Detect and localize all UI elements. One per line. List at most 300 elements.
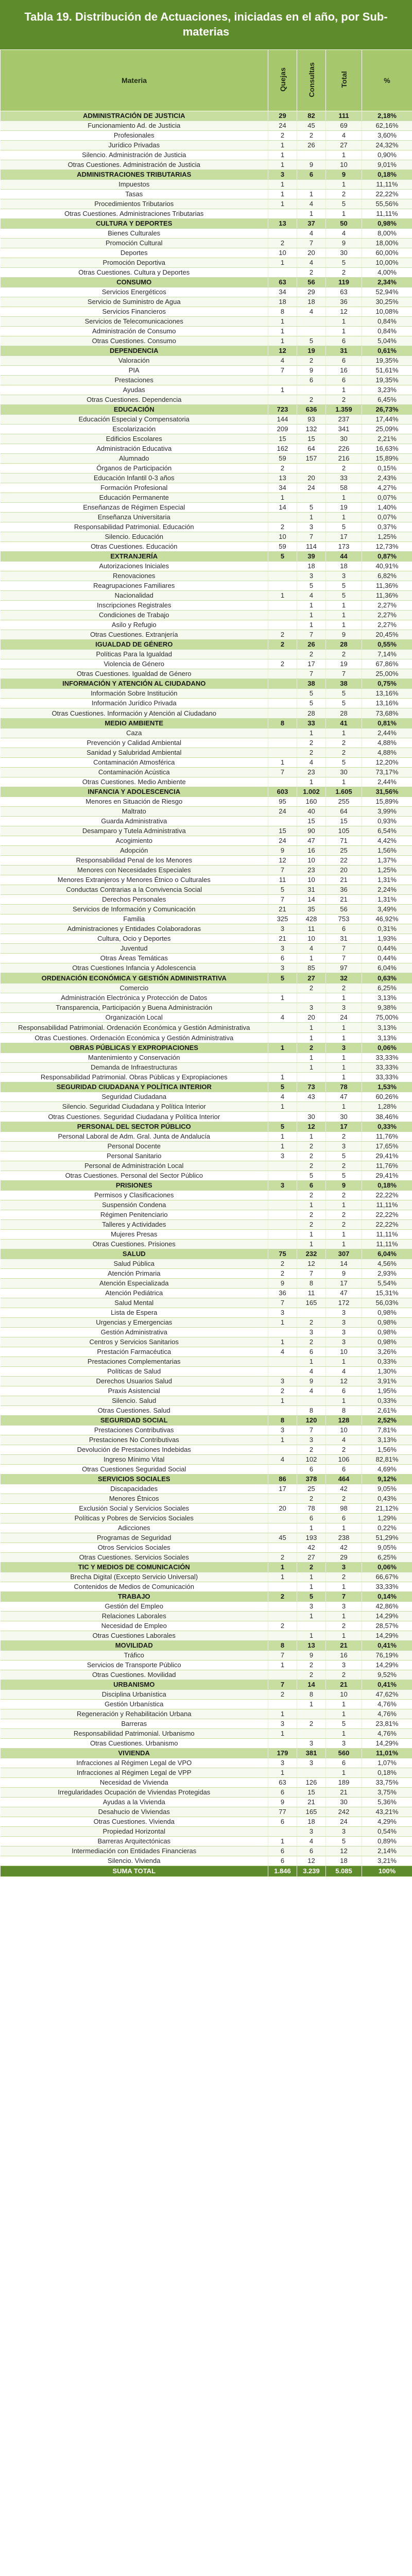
row-materia: Inscripciones Registrales (1, 601, 268, 611)
row-materia: Exclusión Social y Servicios Sociales (1, 1504, 268, 1514)
table-row (1, 1200, 412, 1210)
row-percent: 11,11% (362, 1230, 412, 1240)
row-quejas (268, 1827, 297, 1837)
row-consultas: 1 (297, 601, 326, 611)
row-materia: Gestión Urbanística (1, 1700, 268, 1709)
row-percent: 42,86% (362, 1602, 412, 1612)
row-consultas: 378 (297, 1475, 326, 1484)
row-consultas: 18 (297, 1817, 326, 1827)
row-total: 106 (326, 1455, 362, 1465)
row-percent: 2,61% (362, 1406, 412, 1416)
table-row (1, 1308, 412, 1318)
table-row (1, 924, 412, 934)
table-row (1, 307, 412, 317)
row-quejas: 15 (268, 826, 297, 836)
row-percent: 47,62% (362, 1690, 412, 1700)
table-row (1, 287, 412, 297)
row-total: 2 (326, 1220, 362, 1230)
table-row (1, 248, 412, 258)
table-row (1, 542, 412, 552)
row-materia: Menores en Situación de Riesgo (1, 797, 268, 807)
table-row (1, 826, 412, 836)
row-quejas (268, 1033, 297, 1043)
row-materia: Maltrato (1, 807, 268, 817)
row-quejas (268, 984, 297, 993)
row-percent: 18,00% (362, 239, 412, 248)
row-consultas: 9 (297, 160, 326, 170)
header-consultas: Consultas (297, 50, 326, 111)
row-materia: Ayudas (1, 385, 268, 395)
table-row (1, 1230, 412, 1240)
row-materia: Disciplina Urbanística (1, 1690, 268, 1700)
row-materia: Deportes (1, 248, 268, 258)
row-materia: Salud Mental (1, 1298, 268, 1308)
row-materia: Regeneración y Rehabilitación Urbana (1, 1709, 268, 1719)
table-row (1, 258, 412, 268)
row-consultas (297, 180, 326, 190)
row-total: 1 (326, 777, 362, 787)
row-materia: SALUD (1, 1249, 268, 1259)
row-total: 1 (326, 1729, 362, 1739)
row-quejas: 3 (268, 170, 297, 180)
row-total: 3 (326, 1337, 362, 1347)
row-quejas: 13 (268, 473, 297, 483)
row-consultas: 4 (297, 199, 326, 209)
table-footer (1, 1866, 412, 1877)
row-materia: Servicios Financieros (1, 307, 268, 317)
row-materia: Información Sobre Institución (1, 689, 268, 699)
row-percent: 0,22% (362, 1523, 412, 1533)
row-total: 6 (326, 924, 362, 934)
row-total: 1.605 (326, 787, 362, 797)
category-row (1, 719, 412, 728)
row-quejas: 1 (268, 1572, 297, 1582)
row-consultas: 428 (297, 914, 326, 924)
row-quejas: 9 (268, 1798, 297, 1807)
row-materia: Silencio. Seguridad Ciudadana y Política Interior (1, 1102, 268, 1112)
row-percent: 1,29% (362, 1514, 412, 1523)
row-total: 3 (326, 1003, 362, 1013)
row-consultas: 2 (297, 268, 326, 278)
row-percent: 51,29% (362, 1533, 412, 1543)
row-percent: 0,06% (362, 1563, 412, 1572)
row-materia: Reagrupaciones Familiares (1, 581, 268, 591)
row-consultas: 1 (297, 513, 326, 522)
table-row (1, 669, 412, 679)
row-materia: Brecha Digital (Excepto Servicio Universal) (1, 1572, 268, 1582)
table-row (1, 1289, 412, 1298)
row-quejas: 7 (268, 768, 297, 777)
row-quejas (268, 669, 297, 679)
row-total: 3 (326, 1827, 362, 1837)
row-materia: Lista de Espera (1, 1308, 268, 1318)
row-percent: 13,16% (362, 689, 412, 699)
row-consultas: 4 (297, 591, 326, 601)
row-quejas: 5 (268, 552, 297, 562)
row-quejas: 1 (268, 1435, 297, 1445)
row-quejas: 6 (268, 1817, 297, 1827)
row-consultas: 6 (297, 170, 326, 180)
row-materia: Otros Servicios Sociales (1, 1543, 268, 1553)
row-consultas: 120 (297, 1416, 326, 1426)
row-total: 12 (326, 1377, 362, 1386)
row-total: 4 (326, 131, 362, 141)
row-materia: Responsabilidad Patrimonial. Urbanismo (1, 1729, 268, 1739)
table-row (1, 1709, 412, 1719)
row-percent: 33,33% (362, 1053, 412, 1063)
row-quejas: 77 (268, 1807, 297, 1817)
table-row (1, 1719, 412, 1729)
row-percent: 13,16% (362, 699, 412, 708)
row-percent: 12,73% (362, 542, 412, 552)
row-total: 255 (326, 797, 362, 807)
row-consultas: 7 (297, 1426, 326, 1435)
table-row (1, 1612, 412, 1621)
row-materia: Promoción Cultural (1, 239, 268, 248)
row-percent: 33,75% (362, 1778, 412, 1788)
row-percent: 2,27% (362, 611, 412, 620)
row-consultas: 2 (297, 1161, 326, 1171)
row-total: 71 (326, 836, 362, 846)
table-row (1, 1220, 412, 1230)
row-percent: 14,29% (362, 1739, 412, 1749)
row-total: 20 (326, 866, 362, 875)
row-materia: Silencio. Administración de Justicia (1, 150, 268, 160)
row-percent: 11,11% (362, 1200, 412, 1210)
table-row (1, 1445, 412, 1455)
row-total: 18 (326, 562, 362, 571)
table-row (1, 1171, 412, 1181)
table-row (1, 1102, 412, 1112)
row-percent: 40,91% (362, 562, 412, 571)
row-quejas: 95 (268, 797, 297, 807)
row-percent: 20,45% (362, 630, 412, 640)
row-total: 28 (326, 640, 362, 650)
row-quejas (268, 1670, 297, 1680)
row-materia: MOVILIDAD (1, 1641, 268, 1651)
row-materia: Enseñanzas de Régimen Especial (1, 503, 268, 513)
row-quejas: 2 (268, 640, 297, 650)
row-total: 6 (326, 1514, 362, 1523)
row-quejas (268, 689, 297, 699)
row-percent: 1,07% (362, 1758, 412, 1768)
row-consultas: 5 (297, 581, 326, 591)
category-row (1, 219, 412, 229)
row-consultas: 9 (297, 366, 326, 376)
row-consultas: 6 (297, 376, 326, 385)
table-row (1, 611, 412, 620)
row-quejas: 12 (268, 856, 297, 866)
row-quejas (268, 1053, 297, 1063)
table-row (1, 1758, 412, 1768)
table-row (1, 708, 412, 719)
row-total: 44 (326, 552, 362, 562)
row-percent: 22,22% (362, 1191, 412, 1200)
row-consultas: 1 (297, 611, 326, 620)
row-total: 21 (326, 895, 362, 905)
row-percent: 6,54% (362, 826, 412, 836)
row-total: 41 (326, 719, 362, 728)
row-consultas: 1 (297, 1200, 326, 1210)
row-quejas: 45 (268, 1533, 297, 1543)
table-row (1, 317, 412, 327)
row-total: 5 (326, 1719, 362, 1729)
row-consultas: 45 (297, 121, 326, 131)
row-materia: Contaminación Atmosférica (1, 758, 268, 768)
row-total: 1 (326, 180, 362, 190)
row-materia: Tasas (1, 190, 268, 199)
row-quejas (268, 1367, 297, 1377)
row-materia: Caza (1, 728, 268, 738)
table-row (1, 1670, 412, 1680)
row-percent: 3,21% (362, 1856, 412, 1866)
row-materia: Adopción (1, 846, 268, 856)
row-consultas: 3 (297, 1827, 326, 1837)
row-materia: Talleres y Actividades (1, 1220, 268, 1230)
row-percent: 4,69% (362, 1465, 412, 1475)
row-percent: 6,25% (362, 984, 412, 993)
row-total: 50 (326, 219, 362, 229)
row-total: 238 (326, 1533, 362, 1543)
row-total: 2 (326, 1494, 362, 1504)
row-total: 97 (326, 963, 362, 973)
row-quejas (268, 1631, 297, 1641)
row-materia: EXTRANJERÍA (1, 552, 268, 562)
row-quejas: 2 (268, 630, 297, 640)
row-percent: 0,44% (362, 954, 412, 963)
row-quejas: 5 (268, 885, 297, 895)
row-percent: 5,54% (362, 1279, 412, 1289)
row-consultas: 20 (297, 1013, 326, 1023)
row-materia: Silencio. Vivienda (1, 1856, 268, 1866)
row-percent: 0,41% (362, 1641, 412, 1651)
row-total: 2 (326, 464, 362, 473)
row-quejas (268, 1063, 297, 1073)
row-percent: 33,33% (362, 1063, 412, 1073)
row-materia: Comercio (1, 984, 268, 993)
row-consultas: 5 (297, 336, 326, 346)
row-quejas: 1 (268, 199, 297, 209)
row-percent: 0,98% (362, 1308, 412, 1318)
row-consultas: 17 (297, 659, 326, 669)
row-quejas: 6 (268, 1856, 297, 1866)
row-total: 1 (326, 1396, 362, 1406)
row-percent: 25,00% (362, 669, 412, 679)
row-percent: 21,12% (362, 1504, 412, 1514)
row-quejas (268, 562, 297, 571)
row-total: 78 (326, 1082, 362, 1092)
row-quejas: 18 (268, 297, 297, 307)
row-consultas: 1 (297, 1230, 326, 1240)
row-quejas (268, 1230, 297, 1240)
row-quejas: 3 (268, 1719, 297, 1729)
row-percent: 23,81% (362, 1719, 412, 1729)
row-percent: 3,13% (362, 993, 412, 1003)
row-materia: Permisos y Clasificaciones (1, 1191, 268, 1200)
row-materia: Políticas y Pobres de Servicios Sociales (1, 1514, 268, 1523)
row-consultas: 82 (297, 111, 326, 121)
row-materia: Menores Extranjeros y Menores Étnico o Culturales (1, 875, 268, 885)
row-quejas: 2 (268, 659, 297, 669)
row-quejas: 1 (268, 993, 297, 1003)
table-row (1, 1406, 412, 1416)
row-materia: Personal Laboral de Adm. Gral. Junta de Andalucía (1, 1132, 268, 1142)
row-quejas: 1 (268, 141, 297, 150)
row-quejas (268, 1465, 297, 1475)
row-quejas: 11 (268, 875, 297, 885)
category-row (1, 679, 412, 689)
row-percent: 31,56% (362, 787, 412, 797)
row-consultas: 3 (297, 571, 326, 581)
row-total: 7 (326, 669, 362, 679)
row-total: 9 (326, 239, 362, 248)
row-materia: TRABAJO (1, 1592, 268, 1602)
row-percent: 2,21% (362, 434, 412, 444)
row-quejas: 3 (268, 963, 297, 973)
row-consultas: 2 (297, 738, 326, 748)
row-total: 15 (326, 817, 362, 826)
table-row (1, 817, 412, 826)
row-total: 1.359 (326, 405, 362, 415)
table-row (1, 1465, 412, 1475)
row-total: 1 (326, 1073, 362, 1082)
row-percent: 15,31% (362, 1289, 412, 1298)
row-materia: IGUALDAD DE GÉNERO (1, 640, 268, 650)
row-total: 4 (326, 1435, 362, 1445)
table-row (1, 1377, 412, 1386)
table-row (1, 1768, 412, 1778)
row-percent: 0,14% (362, 1592, 412, 1602)
row-total: 1 (326, 1768, 362, 1778)
row-total: 560 (326, 1749, 362, 1758)
row-percent: 0,33% (362, 1396, 412, 1406)
row-percent: 9,01% (362, 160, 412, 170)
row-total: 4 (326, 1367, 362, 1377)
row-percent: 4,56% (362, 1259, 412, 1269)
row-percent: 33,33% (362, 1073, 412, 1082)
row-total: 31 (326, 934, 362, 944)
row-materia: Promoción Deportiva (1, 258, 268, 268)
row-materia: Otras Cuestiones. Educación (1, 542, 268, 552)
row-percent: 0,89% (362, 1837, 412, 1846)
table-row (1, 562, 412, 571)
row-materia: Guarda Administrativa (1, 817, 268, 826)
table-row (1, 327, 412, 336)
row-quejas (268, 1191, 297, 1200)
table-row (1, 1778, 412, 1788)
row-consultas: 2 (297, 1220, 326, 1230)
row-consultas (297, 1621, 326, 1631)
row-percent: 0,54% (362, 1827, 412, 1837)
row-quejas (268, 209, 297, 219)
row-percent: 11,76% (362, 1161, 412, 1171)
row-percent: 3,13% (362, 1023, 412, 1033)
table-row (1, 415, 412, 425)
row-consultas: 38 (297, 679, 326, 689)
category-row (1, 1249, 412, 1259)
row-percent: 62,16% (362, 121, 412, 131)
row-materia: Derechos Usuarios Salud (1, 1377, 268, 1386)
row-materia: Servicio de Suministro de Agua (1, 297, 268, 307)
row-total: 63 (326, 287, 362, 297)
row-total: 14 (326, 1259, 362, 1269)
row-materia: Funcionamiento Ad. de Justicia (1, 121, 268, 131)
table-row (1, 591, 412, 601)
row-materia: SERVICIOS SOCIALES (1, 1475, 268, 1484)
row-quejas (268, 1612, 297, 1621)
row-quejas (268, 1494, 297, 1504)
table-row (1, 522, 412, 532)
row-consultas: 1 (297, 1612, 326, 1621)
row-total: 105 (326, 826, 362, 836)
row-consultas: 4 (297, 258, 326, 268)
category-row (1, 1082, 412, 1092)
row-consultas: 102 (297, 1455, 326, 1465)
row-quejas: 9 (268, 1279, 297, 1289)
row-total: 69 (326, 121, 362, 131)
table-row (1, 180, 412, 190)
row-quejas: 2 (268, 464, 297, 473)
row-consultas: 6 (297, 1514, 326, 1523)
row-quejas: 2 (268, 1269, 297, 1279)
table-row (1, 738, 412, 748)
row-consultas: 2 (297, 356, 326, 366)
row-percent: 15,89% (362, 797, 412, 807)
row-materia: Condiciones de Trabajo (1, 611, 268, 620)
row-materia: Necesidad de Vivienda (1, 1778, 268, 1788)
row-quejas: 325 (268, 914, 297, 924)
row-consultas: 7 (297, 630, 326, 640)
row-quejas: 1 (268, 1563, 297, 1572)
row-percent: 9,05% (362, 1543, 412, 1553)
table-row (1, 1298, 412, 1308)
row-consultas: 2 (297, 1337, 326, 1347)
row-quejas (268, 1328, 297, 1337)
row-total: 2 (326, 738, 362, 748)
row-consultas (297, 1729, 326, 1739)
row-materia: PRISIONES (1, 1181, 268, 1191)
row-quejas (268, 395, 297, 405)
table-row (1, 1033, 412, 1043)
category-row (1, 640, 412, 650)
row-percent: 0,63% (362, 973, 412, 984)
row-total: 119 (326, 278, 362, 287)
row-quejas (268, 1602, 297, 1612)
row-total: 17 (326, 532, 362, 542)
table-row (1, 1367, 412, 1377)
row-consultas: 93 (297, 415, 326, 425)
row-consultas: 64 (297, 444, 326, 454)
table-row (1, 601, 412, 611)
row-percent: 29,41% (362, 1151, 412, 1161)
category-row (1, 1043, 412, 1053)
row-total: 1 (326, 728, 362, 738)
row-quejas: 4 (268, 1013, 297, 1023)
row-quejas (268, 738, 297, 748)
table-row (1, 630, 412, 640)
row-quejas: 24 (268, 807, 297, 817)
row-total: 128 (326, 1416, 362, 1426)
row-quejas: 2 (268, 1592, 297, 1602)
row-consultas: 6 (297, 1846, 326, 1856)
row-percent: 6,04% (362, 1249, 412, 1259)
row-quejas: 1 (268, 1660, 297, 1670)
row-percent: 3,13% (362, 1435, 412, 1445)
row-total: 1 (326, 1102, 362, 1112)
row-quejas: 6 (268, 1788, 297, 1798)
row-consultas: 4 (297, 1837, 326, 1846)
row-consultas: 3 (297, 1435, 326, 1445)
